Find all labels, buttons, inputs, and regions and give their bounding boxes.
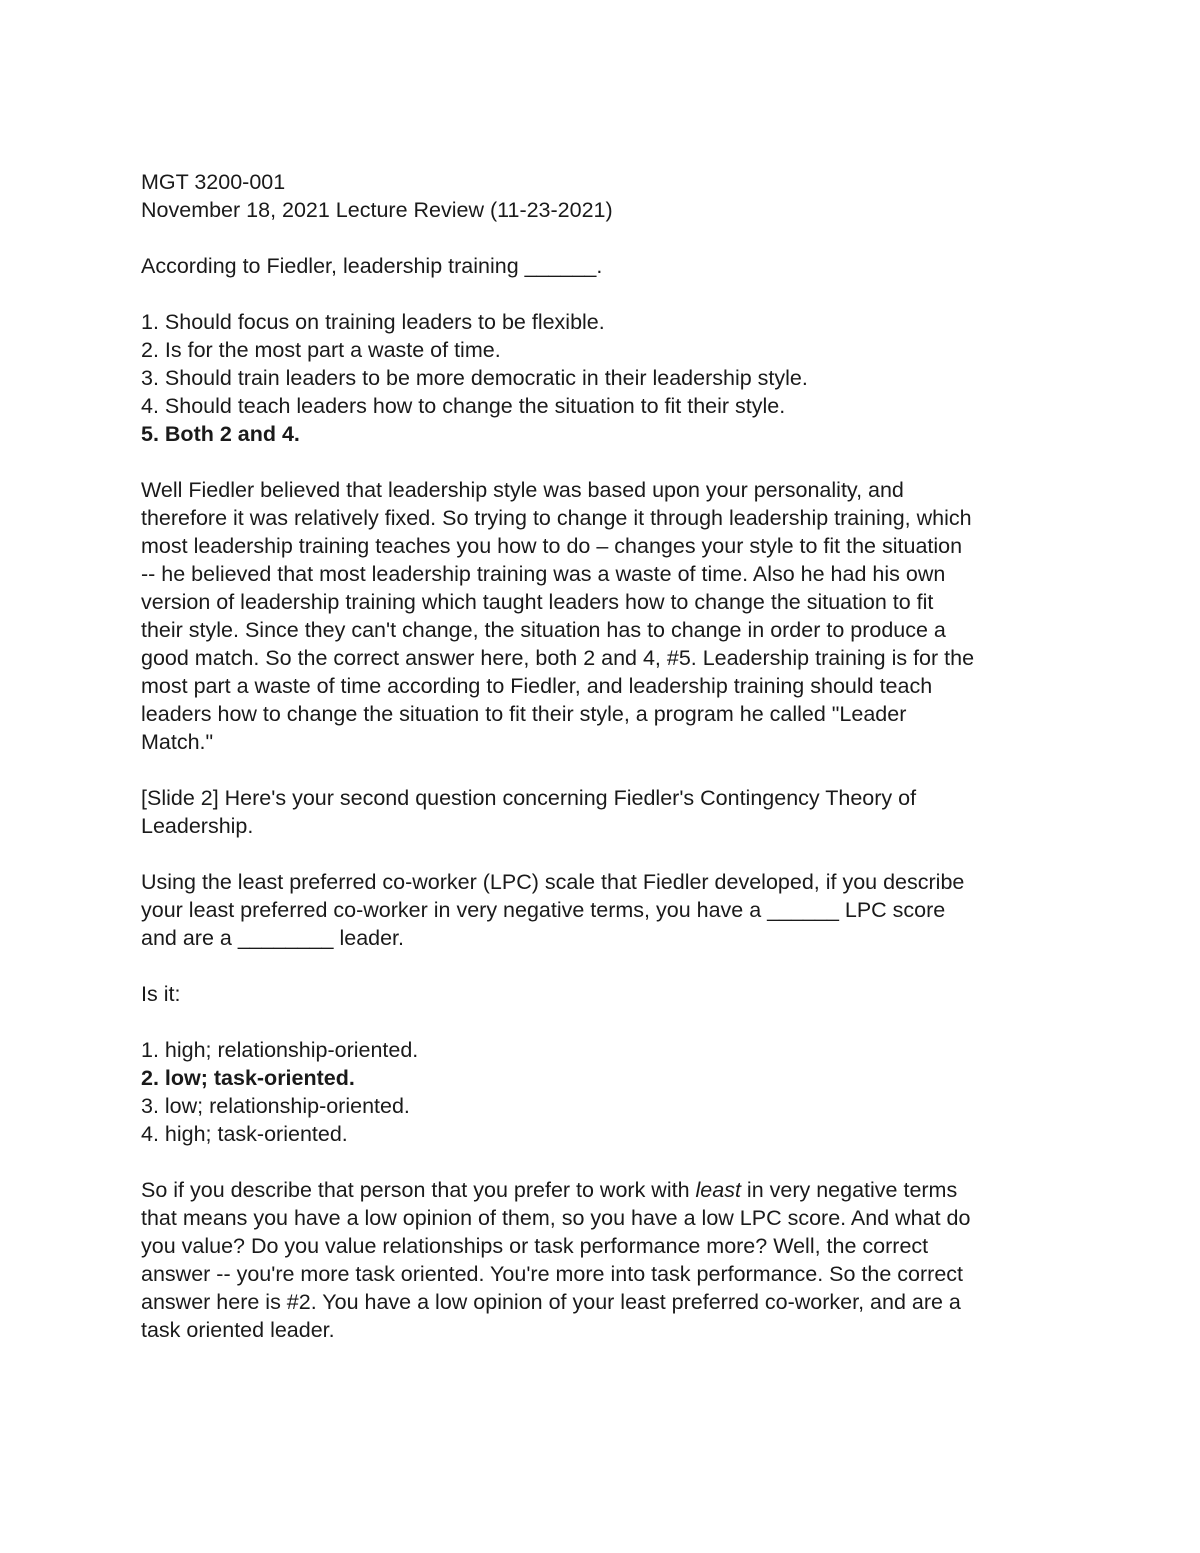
question-2-prompt: Is it: bbox=[141, 982, 181, 1006]
document-title: November 18, 2021 Lecture Review (11-23-2021) bbox=[141, 198, 613, 222]
explanation-line: -- he believed that most leadership training was a waste of time. Also he had his own bbox=[141, 562, 946, 586]
explanation-line: most leadership training teaches you how to do – changes your style to fit the situation bbox=[141, 534, 963, 558]
explanation-line: Match." bbox=[141, 730, 214, 754]
explanation-line: that means you have a low opinion of them, so you have a low LPC score. And what do bbox=[141, 1206, 971, 1230]
question-2-line: Using the least preferred co-worker (LPC) scale that Fiedler developed, if you describe bbox=[141, 870, 965, 894]
question-1-explanation bbox=[141, 476, 1071, 756]
slide-2-intro bbox=[141, 784, 1071, 840]
question-2-line: your least preferred co-worker in very negative terms, you have a ______ LPC score bbox=[141, 898, 946, 922]
spacer bbox=[141, 448, 1071, 476]
question-2-option-4: 4. high; task-oriented. bbox=[141, 1122, 348, 1146]
explanation-line: answer here is #2. You have a low opinion of your least preferred co-worker, and are a bbox=[141, 1290, 961, 1314]
explanation-text: So if you describe that person that you prefer to work with bbox=[141, 1178, 696, 1202]
question-1-option-3: 3. Should train leaders to be more democratic in their leadership style. bbox=[141, 366, 808, 390]
explanation-line: their style. Since they can't change, the situation has to change in order to produce a bbox=[141, 618, 946, 642]
question-2-line: and are a ________ leader. bbox=[141, 926, 405, 950]
question-2-explanation bbox=[141, 1176, 1071, 1344]
spacer bbox=[141, 840, 1071, 868]
spacer bbox=[141, 280, 1071, 308]
question-1-options bbox=[141, 308, 1071, 448]
question-1-text: According to Fiedler, leadership training ______. bbox=[141, 254, 603, 278]
question-2-option-1: 1. high; relationship-oriented. bbox=[141, 1038, 419, 1062]
question-2-option-3: 3. low; relationship-oriented. bbox=[141, 1094, 410, 1118]
question-1-option-4: 4. Should teach leaders how to change the situation to fit their style. bbox=[141, 394, 786, 418]
question-2-options bbox=[141, 1036, 1071, 1148]
explanation-text: in very negative terms bbox=[740, 1178, 958, 1202]
explanation-line: version of leadership training which taught leaders how to change the situation to fit bbox=[141, 590, 934, 614]
explanation-line: therefore it was relatively fixed. So trying to change it through leadership training, which bbox=[141, 506, 972, 530]
slide-2-line: Leadership. bbox=[141, 814, 254, 838]
question-2-correct-answer: 2. low; task-oriented. bbox=[141, 1066, 355, 1090]
explanation-line: answer -- you're more task oriented. You're more into task performance. So the correct bbox=[141, 1262, 964, 1286]
question-1-option-1: 1. Should focus on training leaders to be flexible. bbox=[141, 310, 605, 334]
spacer bbox=[141, 756, 1071, 784]
document-page bbox=[141, 168, 1071, 1344]
course-code: MGT 3200-001 bbox=[141, 170, 286, 194]
slide-2-line: [Slide 2] Here's your second question concerning Fiedler's Contingency Theory of bbox=[141, 786, 917, 810]
explanation-line bbox=[141, 1176, 1071, 1204]
explanation-line: Well Fiedler believed that leadership style was based upon your personality, and bbox=[141, 478, 904, 502]
question-1-option-2: 2. Is for the most part a waste of time. bbox=[141, 338, 501, 362]
explanation-line: you value? Do you value relationships or task performance more? Well, the correct bbox=[141, 1234, 929, 1258]
explanation-line: most part a waste of time according to Fiedler, and leadership training should teach bbox=[141, 674, 933, 698]
explanation-line: task oriented leader. bbox=[141, 1318, 335, 1342]
spacer bbox=[141, 1148, 1071, 1176]
spacer bbox=[141, 952, 1071, 980]
question-1-correct-answer: 5. Both 2 and 4. bbox=[141, 422, 300, 446]
spacer bbox=[141, 1008, 1071, 1036]
explanation-line: good match. So the correct answer here, both 2 and 4, #5. Leadership training is for the bbox=[141, 646, 975, 670]
question-2-text bbox=[141, 868, 1071, 952]
spacer bbox=[141, 224, 1071, 252]
emphasized-word: least bbox=[695, 1178, 741, 1202]
explanation-line: leaders how to change the situation to fit their style, a program he called "Leader bbox=[141, 702, 907, 726]
